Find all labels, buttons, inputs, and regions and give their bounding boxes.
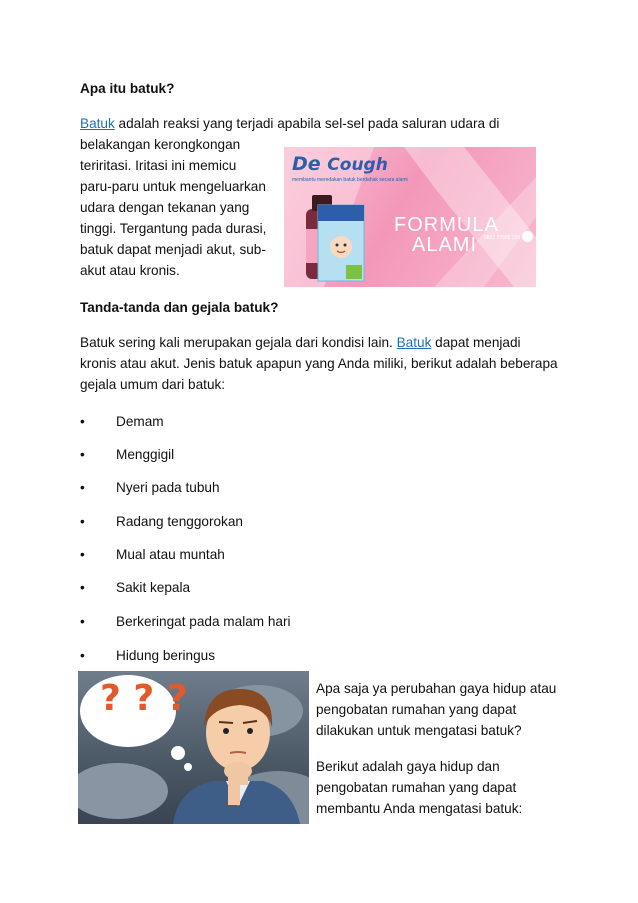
- list-item: [80, 544, 520, 565]
- text-line: membantu Anda mengatasi batuk:: [316, 801, 523, 816]
- text-line: batuk dapat menjadi akut, sub-: [80, 242, 266, 257]
- text-line: akut atau kronis.: [80, 263, 180, 278]
- ad-alami: ALAMI: [412, 234, 478, 256]
- text-span: Batuk sering kali merupakan gejala dari kondisi lain.: [80, 335, 397, 350]
- list-item-text: Sakit kepala: [116, 580, 191, 595]
- list-item: [80, 411, 520, 432]
- link-batuk-2[interactable]: Batuk: [396, 335, 432, 350]
- paragraph-gaya-hidup: [316, 678, 566, 741]
- text-line: dilakukan untuk mengatasi batuk?: [316, 723, 522, 738]
- ad-phone: 0822 77555 333: [484, 235, 521, 241]
- text-line: pengobatan rumahan yang dapat: [316, 780, 517, 795]
- thinking-man-illustration: [78, 671, 309, 824]
- list-item: [80, 477, 520, 498]
- paragraph-tanda-gejala: [80, 332, 570, 395]
- decough-ad-image: [284, 147, 536, 287]
- text-line: udara dengan tekanan yang: [80, 200, 250, 215]
- bullet: •: [80, 480, 85, 495]
- list-item: [80, 611, 520, 632]
- bullet: •: [80, 580, 85, 595]
- text-line: kronis atau akut. Jenis batuk apapun yang Anda miliki, berikut adalah beberapa: [80, 356, 558, 371]
- bullet: •: [80, 648, 85, 663]
- list-item: [80, 511, 520, 532]
- list-item: [80, 645, 520, 666]
- text-span: dapat menjadi: [431, 335, 521, 350]
- whatsapp-icon: [522, 231, 533, 242]
- list-item: [80, 444, 520, 465]
- text-line: Apa saja ya perubahan gaya hidup atau: [316, 681, 557, 696]
- text-line: [80, 332, 570, 353]
- list-item-text: Radang tenggorokan: [116, 514, 243, 529]
- link-batuk[interactable]: Batuk: [80, 116, 115, 131]
- text-line: gejala umum dari batuk:: [80, 377, 226, 392]
- bullet: •: [80, 447, 85, 462]
- ad-brand-cough: Cough: [327, 155, 388, 175]
- ad-brand-de: De: [292, 153, 321, 175]
- text-line: belakangan kerongkongan: [80, 137, 241, 152]
- bullet: •: [80, 547, 85, 562]
- heading-apa-itu-batuk: Apa itu batuk?: [80, 81, 175, 96]
- text-line: teriritasi. Iritasi ini memicu: [80, 158, 237, 173]
- paragraph-berikut: [316, 756, 566, 819]
- paragraph-wrap-lines: [80, 134, 280, 281]
- list-item-text: Nyeri pada tubuh: [116, 480, 220, 495]
- bullet: •: [80, 614, 85, 629]
- list-item-text: Hidung beringus: [116, 648, 215, 663]
- bullet: •: [80, 414, 85, 429]
- paragraph-batuk-definition: [80, 113, 560, 134]
- bullet: •: [80, 514, 85, 529]
- text-line: Berikut adalah gaya hidup dan: [316, 759, 500, 774]
- question-marks: ? ? ?: [100, 678, 188, 719]
- text-line: tinggi. Tergantung pada durasi,: [80, 221, 267, 236]
- ad-formula: FORMULA: [394, 214, 499, 236]
- list-item-text: Mual atau muntah: [116, 547, 225, 562]
- list-item-text: Berkeringat pada malam hari: [116, 614, 291, 629]
- ad-tagline: membantu meredakan batuk berdahak secara alami: [292, 177, 408, 183]
- ad-brand: [292, 153, 388, 176]
- list-item-text: Demam: [116, 414, 164, 429]
- text-line: pengobatan rumahan yang dapat: [316, 702, 517, 717]
- list-item: [80, 577, 520, 598]
- text-line: paru-paru untuk mengeluarkan: [80, 179, 266, 194]
- list-item-text: Menggigil: [116, 447, 175, 462]
- text-line1: adalah reaksi yang terjadi apabila sel-sel pada saluran udara di: [114, 116, 500, 131]
- heading-tanda-gejala: Tanda-tanda dan gejala batuk?: [80, 300, 279, 315]
